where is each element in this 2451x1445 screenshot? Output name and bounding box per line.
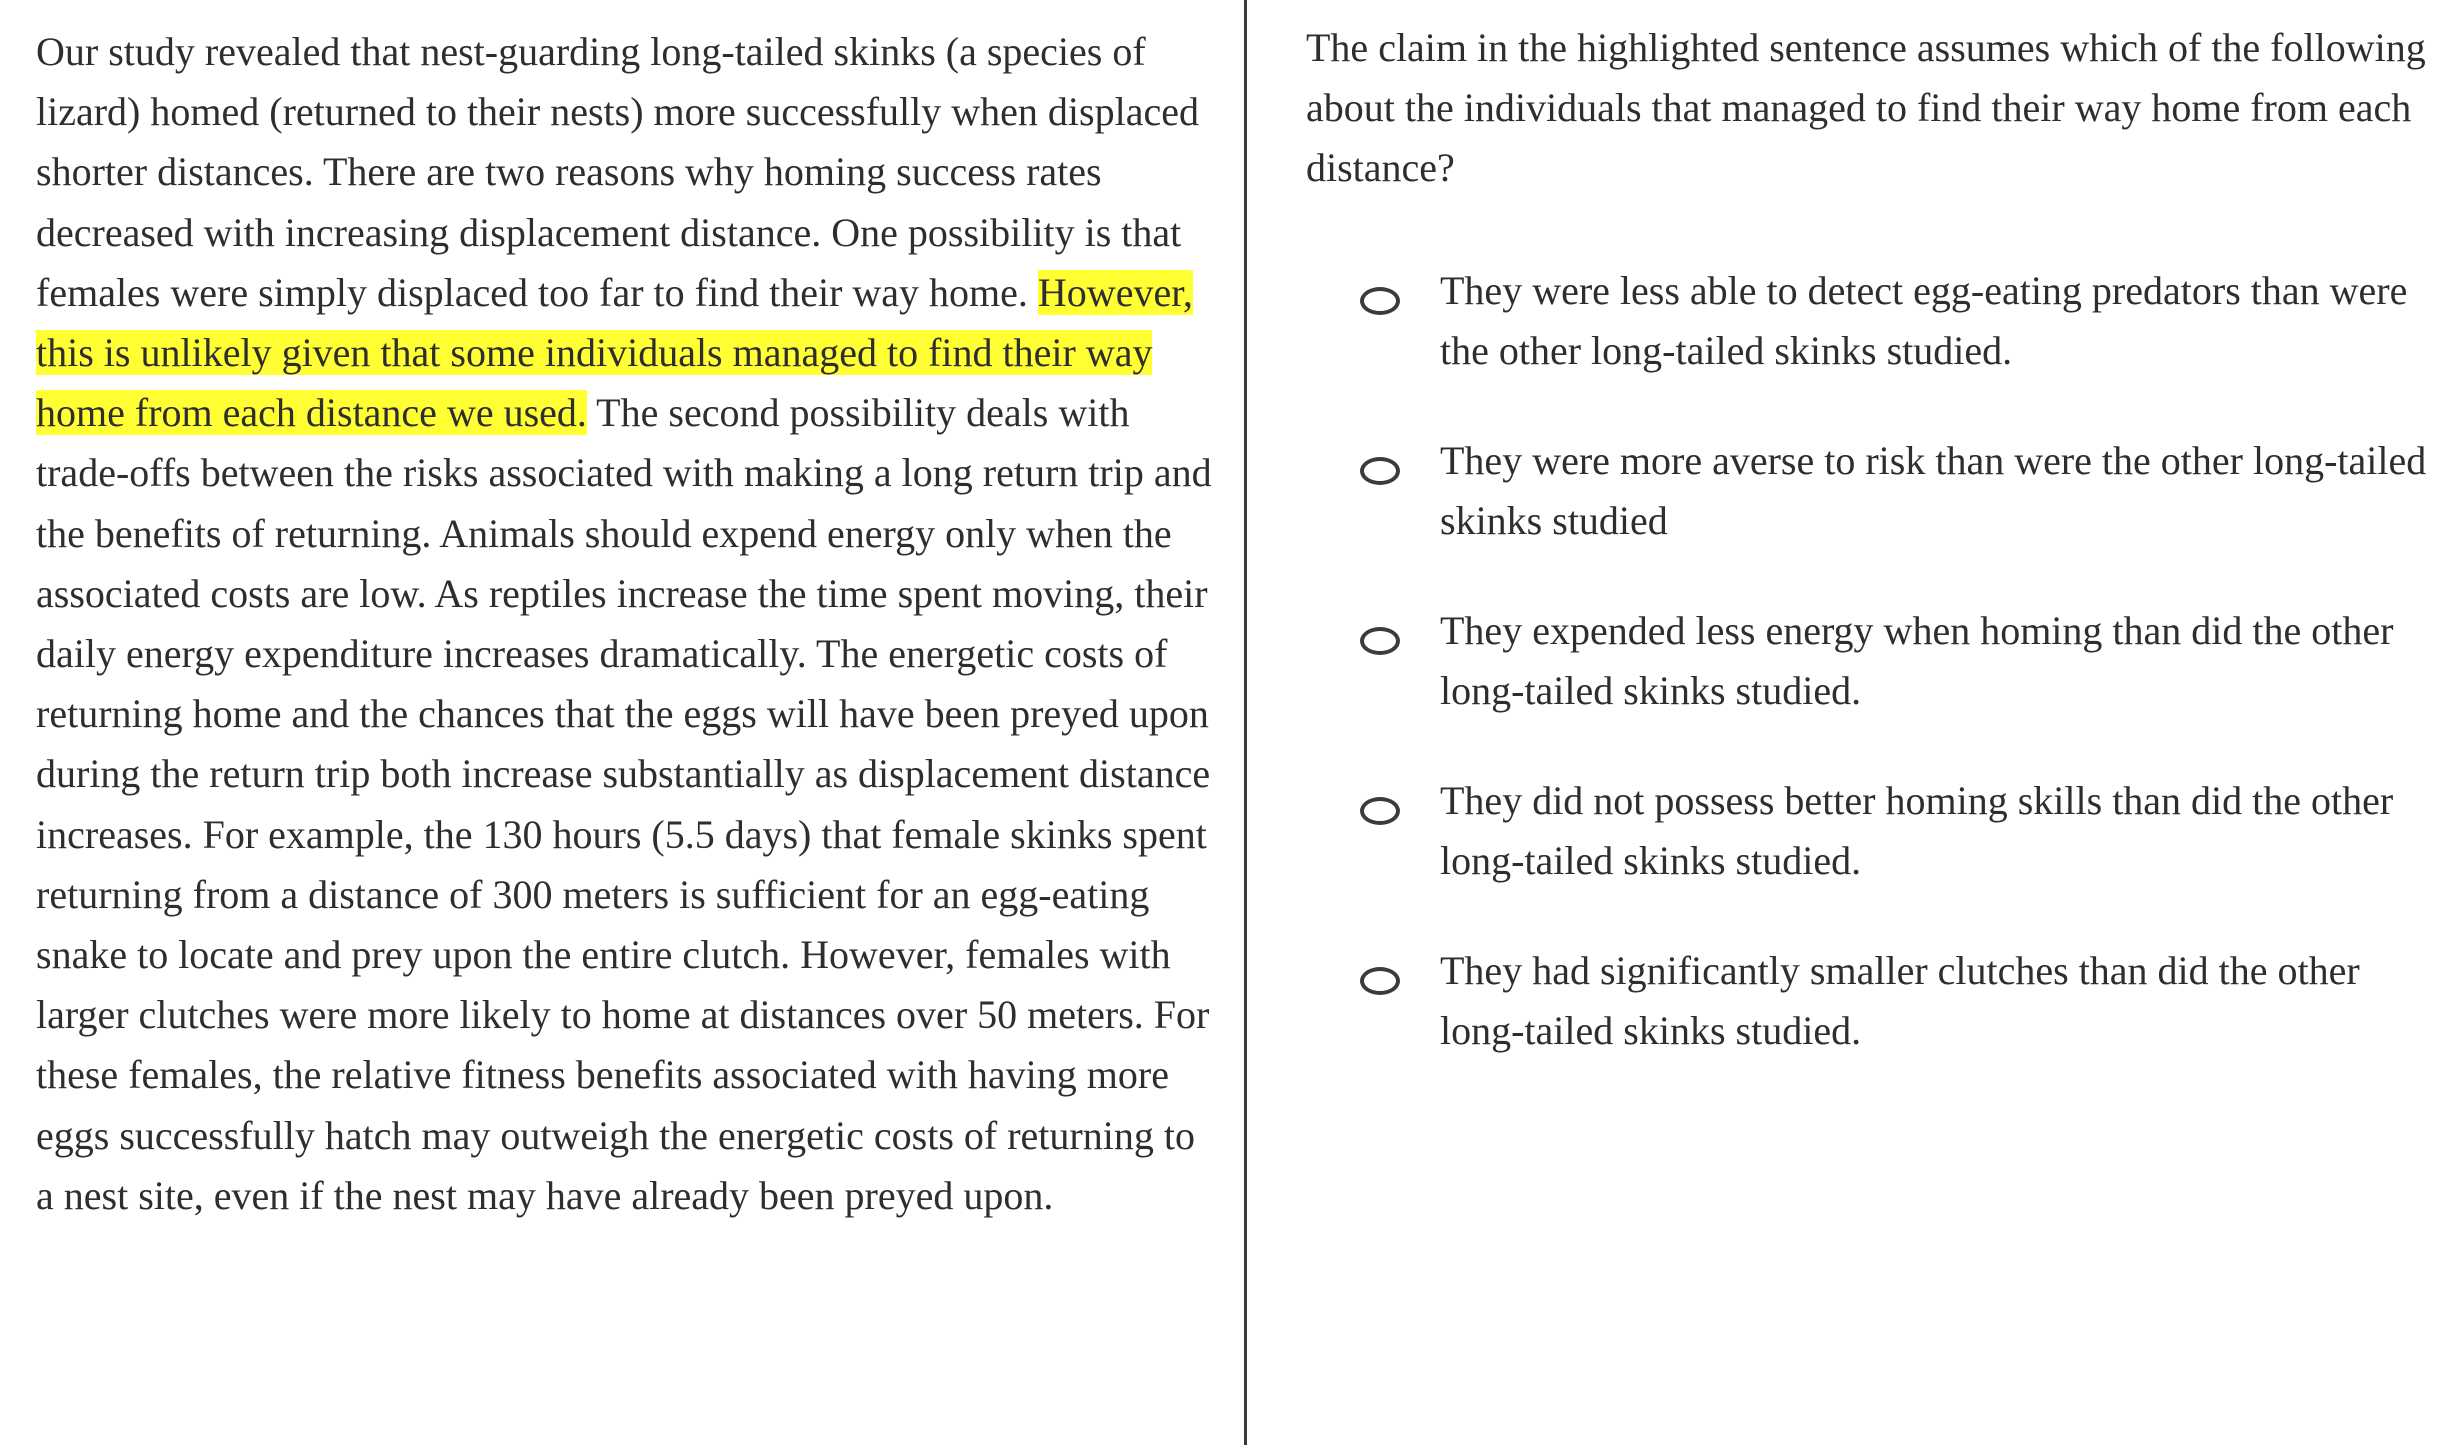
answer-choice-c[interactable] [1306, 601, 2451, 771]
answer-choice-a-text[interactable]: They were less able to detect egg-eating predators than were the other long-tailed skinks studied. [1440, 267, 2408, 373]
radio-button-b[interactable] [1360, 457, 1400, 485]
answer-choice-e-text[interactable]: They had significantly smaller clutches than did the other long-tailed skinks studied. [1440, 947, 2360, 1053]
answer-choice-c-text[interactable]: They expended less energy when homing than did the other long-tailed skinks studied. [1440, 607, 2394, 713]
question-prompt: The claim in the highlighted sentence assumes which of the following about the individuals that managed to find their way home from each distance? [1306, 25, 2426, 191]
radio-button-d[interactable] [1360, 797, 1400, 825]
passage-text-before-highlight: Our study revealed that nest-guarding long-tailed skinks (a species of lizard) homed (returned to their nests) more successfully when displaced shorter distances. There are two reasons why homing success rates decreased with increasing displacement distance. One possibility is that females were simply displaced too far to find their way home. [36, 29, 1199, 315]
radio-button-c[interactable] [1360, 627, 1400, 655]
passage-text-after-highlight: The second possibility deals with trade-offs between the risks associated with making a long return trip and the benefits of returning. Animals should expend energy only when the associated costs are low. As reptiles increase the time spent moving, their daily energy expenditure increases dramatically. The energetic costs of returning home and the chances that the eggs will have been preyed upon during the return trip both increase substantially as displacement distance increases. For example, the 130 hours (5.5 days) that female skinks spent returning from a distance of 300 meters is sufficient for an egg-eating snake to locate and prey upon the entire clutch. However, females with larger clutches were more likely to home at distances over 50 meters. For these females, the relative fitness benefits associated with having more eggs successfully hatch may outweigh the energetic costs of returning to a nest site, even if the nest may have already been preyed upon. [36, 390, 1212, 1218]
question-pane [1247, 0, 2451, 1445]
answer-choice-e[interactable] [1306, 941, 2451, 1111]
answer-choice-d[interactable] [1306, 771, 2451, 941]
radio-button-a[interactable] [1360, 287, 1400, 315]
answer-choice-b-text[interactable]: They were more averse to risk than were the other long-tailed skinks studied [1440, 437, 2427, 543]
answer-choices [1306, 261, 2451, 1111]
radio-button-e[interactable] [1360, 967, 1400, 995]
passage-text [36, 22, 1216, 1226]
answer-choice-d-text[interactable]: They did not possess better homing skills than did the other long-tailed skinks studied. [1440, 777, 2394, 883]
answer-choice-a[interactable] [1306, 261, 2451, 431]
highlighted-sentence: However, this is unlikely given that some individuals managed to find their way home from each distance we used. [36, 269, 1193, 436]
answer-choice-b[interactable] [1306, 431, 2451, 601]
